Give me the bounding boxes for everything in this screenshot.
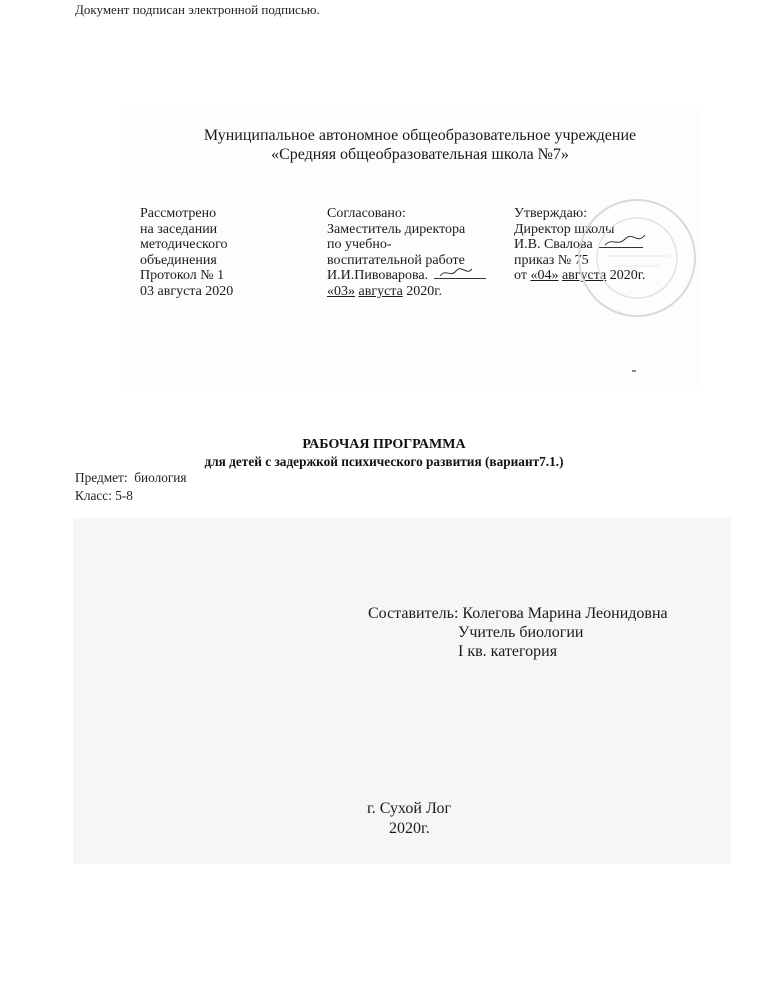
compiler-block: [368, 604, 668, 661]
reviewed-line-6: 03 августа 2020: [140, 283, 234, 299]
document-year: 2020г.: [389, 820, 430, 837]
city-name: г. Сухой Лог: [367, 800, 451, 817]
compiler-name: Составитель: Колегова Марина Леонидовна: [368, 605, 668, 622]
agreed-date-day: «03»: [327, 283, 355, 299]
class-line: Класс: 5-8: [75, 488, 133, 503]
agreed-heading: Согласовано:: [327, 206, 406, 221]
reviewed-line-3: методического: [140, 237, 228, 253]
reviewed-line-4: объединения: [140, 252, 217, 268]
agreed-signatory-name: И.И.Пивоварова.: [327, 268, 429, 284]
approved-date-day: «04»: [530, 268, 559, 284]
agreed-position: Заместитель директора: [327, 221, 466, 237]
reviewed-line-1: Рассмотрено: [140, 206, 217, 221]
school-stamp-icon: [575, 196, 699, 320]
approved-date-prefix: от: [514, 268, 527, 284]
approved-order: приказ № 75: [514, 252, 589, 268]
approved-date-year: 2020г.: [609, 268, 646, 284]
reviewed-block: [140, 206, 270, 300]
institution-line-2: «Средняя общеобразовательная школа №7»: [271, 146, 569, 163]
reviewed-line-2: на заседании: [140, 221, 218, 237]
agreed-position-2: по учебно-: [327, 237, 392, 253]
agreed-signature-line: [434, 278, 486, 279]
agreed-signatory: [327, 268, 507, 284]
agreed-block: [327, 206, 507, 300]
program-title: РАБОЧАЯ ПРОГРАММА: [302, 437, 466, 452]
institution-line-1: Муниципальное автономное общеобразовательное учреждение: [203, 127, 637, 144]
approved-heading: Утверждаю:: [514, 206, 588, 221]
reviewed-line-5: Протокол № 1: [140, 268, 225, 284]
compiler-position: Учитель биологии: [458, 624, 584, 641]
agreed-signature: [438, 266, 478, 280]
compiler-category: I кв. категория: [458, 643, 558, 660]
program-subtitle: для детей с задержкой психического развития (вариант7.1.): [204, 454, 564, 469]
agreed-date-month: августа: [358, 283, 403, 299]
scan-speck: [632, 370, 636, 372]
city-year-block: [367, 799, 451, 839]
approved-position: Директор школы: [514, 221, 615, 237]
agreed-date: [327, 284, 507, 300]
institution-name: [150, 126, 690, 164]
approved-signatory-name: И.В. Свалова: [514, 237, 593, 253]
agreed-position-3: воспитательной работе: [327, 252, 465, 268]
electronic-signature-note: Документ подписан электронной подписью.: [75, 2, 320, 17]
subject-line: Предмет: биология: [75, 470, 187, 485]
approved-date-month: августа: [561, 268, 607, 284]
agreed-date-year: 2020г.: [406, 283, 442, 299]
